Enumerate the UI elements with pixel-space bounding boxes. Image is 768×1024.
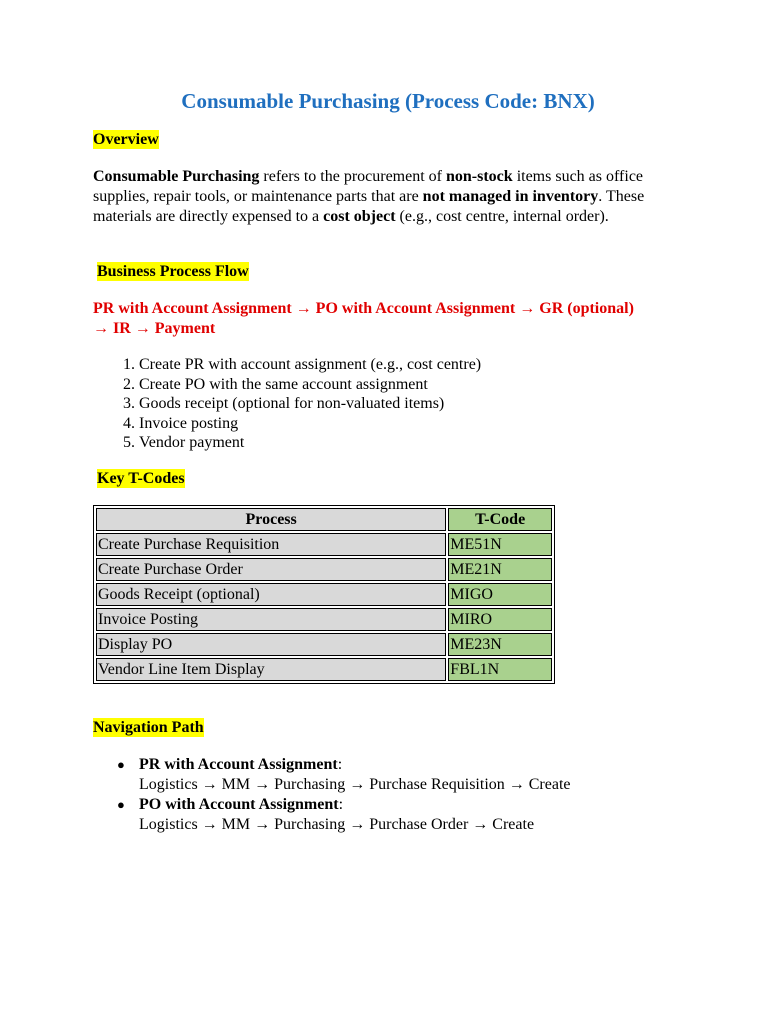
tcode-cell: ME21N [448,558,552,581]
nav-item-label: PR with Account Assignment [139,756,338,773]
navigation-list [93,755,571,835]
table-row [96,658,552,681]
overview-bold-2: not managed in inventory [422,188,599,205]
process-step: 4. Invoice posting [139,414,481,434]
overview-text-4: (e.g., cost centre, internal order). [395,208,609,225]
table-row [96,533,552,556]
nav-item-path: Logistics → MM → Purchasing → Purchase Order → Create [139,816,535,833]
overview-paragraph [93,167,683,227]
process-step: 2. Create PO with the same account assignment [139,375,481,395]
tcode-cell: MIGO [448,583,552,606]
tcode-cell: MIRO [448,608,552,631]
tcodes-heading: Key T-Codes [97,470,185,487]
process-step: 3. Goods receipt (optional for non-valuated items) [139,394,481,414]
process-cell: Create Purchase Order [96,558,446,581]
process-step: 1. Create PR with account assignment (e.g., cost centre) [139,355,481,375]
table-row [96,558,552,581]
column-header-tcode: T-Code [448,508,552,531]
overview-bold-3: cost object [323,208,396,225]
process-steps-list [93,355,481,453]
table-header-row [96,508,552,531]
tcode-cell: ME23N [448,633,552,656]
tcode-cell: FBL1N [448,658,552,681]
overview-heading-block [93,130,159,150]
nav-item-label: PO with Account Assignment [139,796,339,813]
overview-text-1: refers to the procurement of [259,168,446,185]
overview-term: Consumable Purchasing [93,168,260,185]
business-flow-heading-block [97,262,249,282]
bullet-icon: ● [117,757,125,772]
list-item [117,755,571,795]
label-colon: : [338,796,344,813]
process-cell: Display PO [96,633,446,656]
tcodes-table [93,505,555,684]
process-cell: Invoice Posting [96,608,446,631]
table-row [96,633,552,656]
business-flow-heading: Business Process Flow [97,263,249,280]
label-colon: : [337,756,343,773]
navigation-heading: Navigation Path [93,719,204,736]
overview-bold-1: non-stock [446,168,513,185]
document-title: Consumable Purchasing (Process Code: BNX) [181,89,595,113]
overview-text-3: . These materials are directly expensed to a [93,188,645,225]
nav-item-path: Logistics → MM → Purchasing → Purchase Requisition → Create [139,776,571,793]
process-step: 5. Vendor payment [139,433,481,453]
column-header-process: Process [96,508,446,531]
tcode-cell: ME51N [448,533,552,556]
process-cell: Vendor Line Item Display [96,658,446,681]
overview-heading: Overview [93,131,159,148]
business-flow-summary: PR with Account Assignment → PO with Account Assignment → GR (optional) → IR → Payment [93,300,634,337]
navigation-heading-block [93,718,204,738]
overview-text-2: items such as office supplies, repair tools, or maintenance parts that are [93,168,644,205]
table-row [96,608,552,631]
list-item [117,795,571,835]
bullet-icon: ● [117,797,125,812]
table-row [96,583,552,606]
tcodes-heading-block [97,469,185,489]
process-cell: Create Purchase Requisition [96,533,446,556]
process-cell: Goods Receipt (optional) [96,583,446,606]
